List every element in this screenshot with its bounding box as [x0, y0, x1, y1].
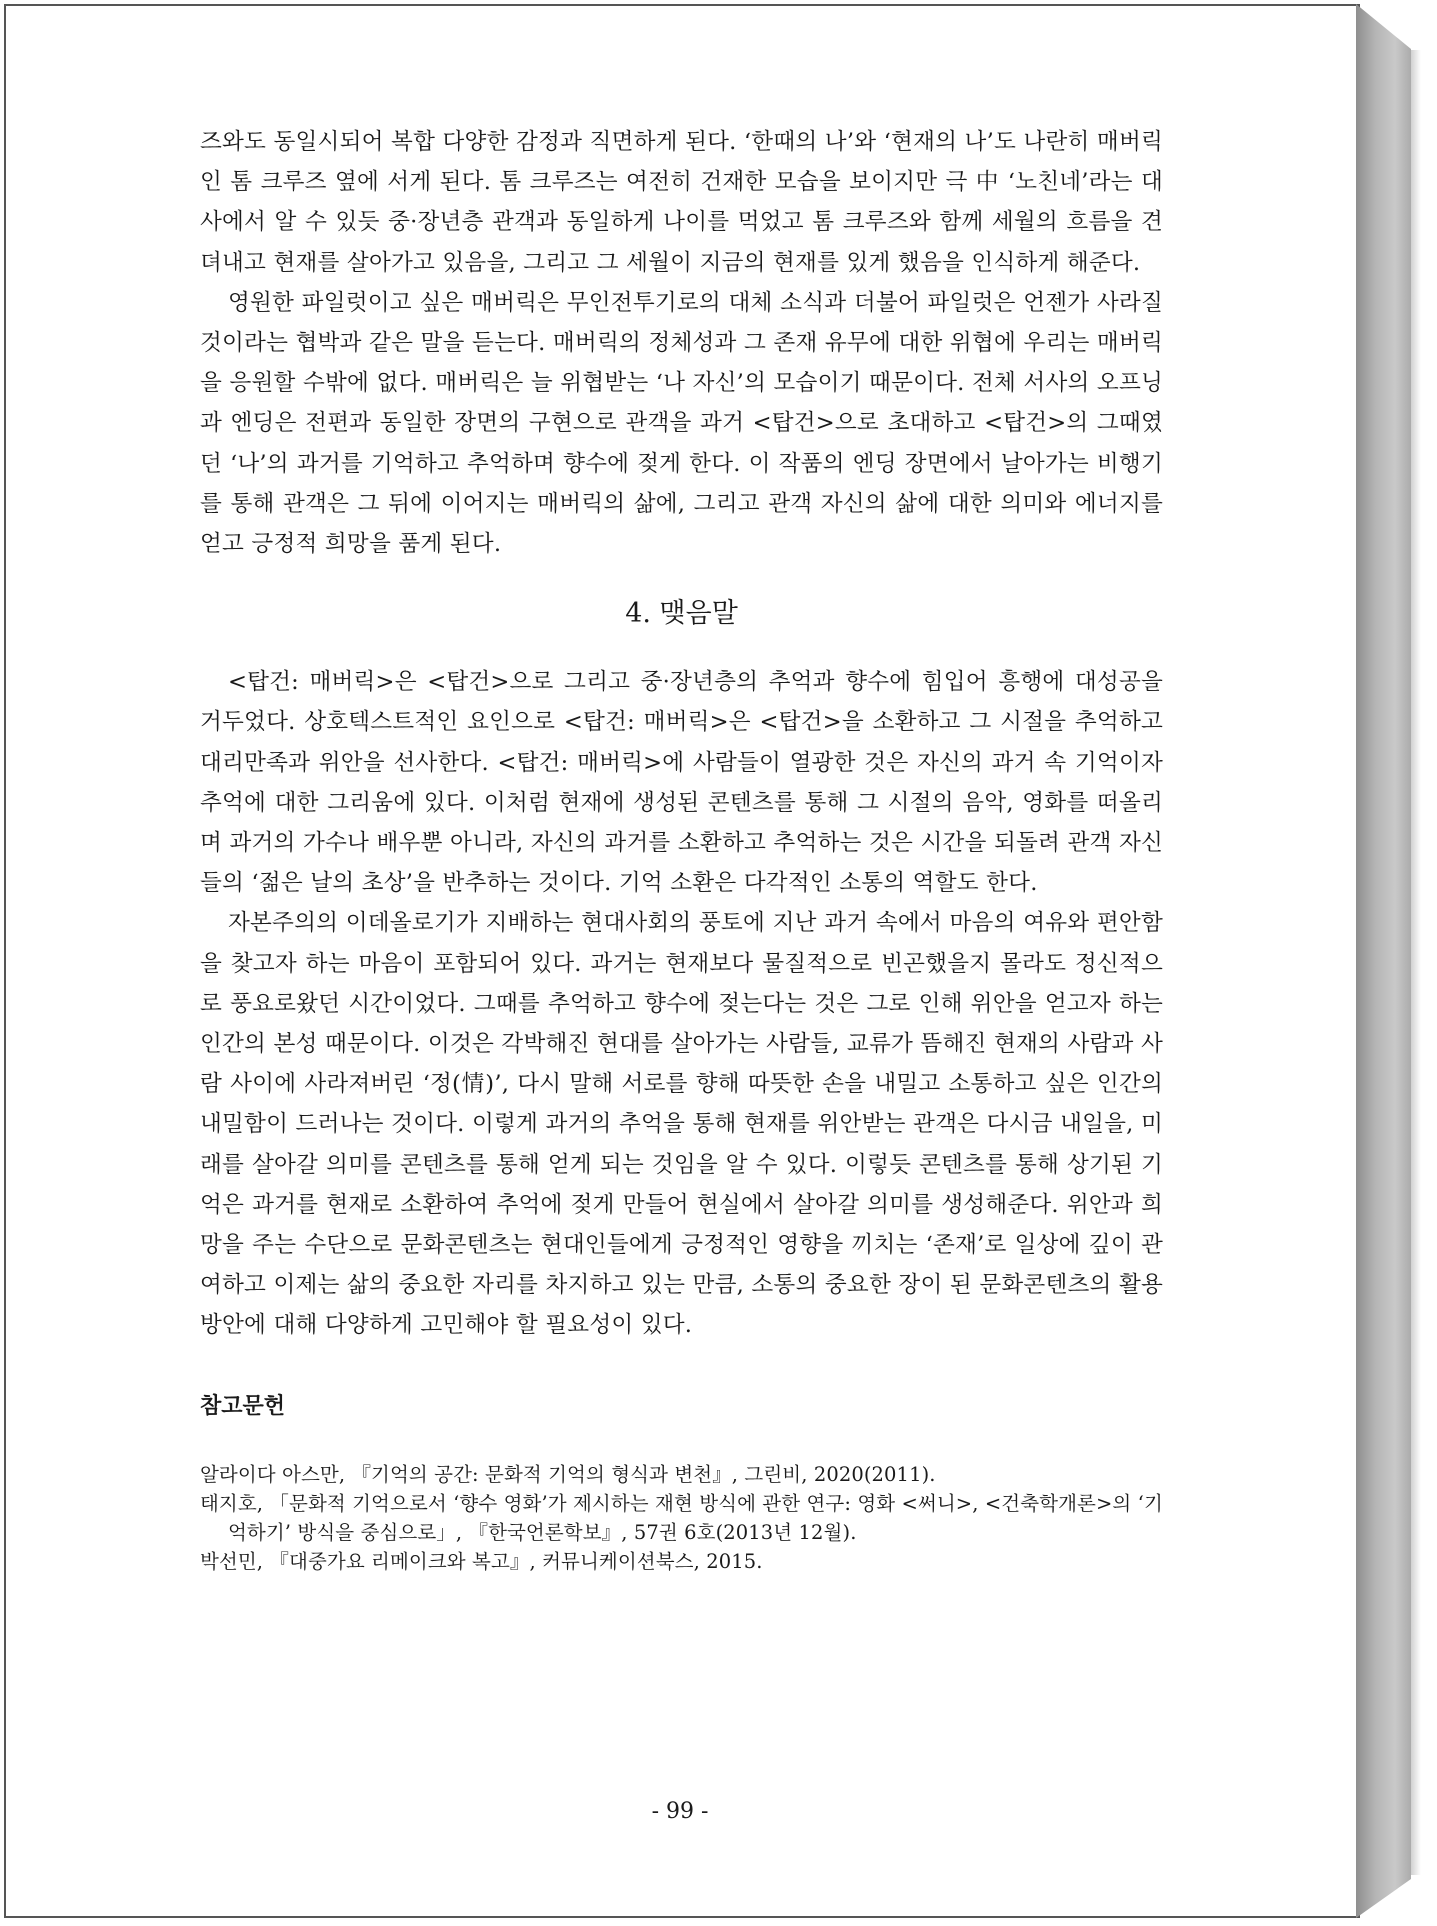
reference-item: 박선민, 『대중가요 리메이크와 복고』, 커뮤니케이션북스, 2015. [200, 1549, 763, 1573]
reference-item: 알라이다 아스만, 『기억의 공간: 문화적 기억의 형식과 변천』, 그린비, 2020(2011). [200, 1462, 936, 1486]
references-heading: 참고문헌 [200, 1393, 286, 1419]
page-stack-edge [1356, 4, 1412, 1918]
page-content [200, 122, 1163, 1576]
page-edge-shadow [1411, 50, 1421, 1875]
section-heading: 4. 맺음말 [625, 598, 738, 630]
body-paragraph: 즈와도 동일시되어 복합 다양한 감정과 직면하게 된다. ‘한때의 나’와 ‘현재의 나’도 나란히 매버릭인 톰 크루즈 옆에 서게 된다. 톰 크루즈는 여전히 건재한 모습을 보이지만 극 中 ‘노친네’라는 대사에서 알 수 있듯 중·장년층 관객과 동일하게 나이를 먹었고 톰 크루즈와 함께 세월의 흐름을 견뎌내고 현재를 살아가고 있음을, 그리고 그 세월이 지금의 현재를 있게 했음을 인식하게 해준다. [200, 129, 1163, 276]
body-paragraph: 영원한 파일럿이고 싶은 매버릭은 무인전투기로의 대체 소식과 더불어 파일럿은 언젠가 사라질 것이라는 협박과 같은 말을 듣는다. 매버릭의 정체성과 그 존재 유무에 대한 위협에 우리는 매버릭을 응원할 수밖에 없다. 매버릭은 늘 위협받는 ‘나 자신’의 모습이기 때문이다. 전체 서사의 오프닝과 엔딩은 전편과 동일한 장면의 구현으로 관객을 과거 <탑건>으로 초대하고 <탑건>의 그때였던 ‘나’의 과거를 기억하고 추억하며 향수에 젖게 한다. 이 작품의 엔딩 장면에서 날아가는 비행기를 통해 관객은 그 뒤에 이어지는 매버릭의 삶에, 그리고 관객 자신의 삶에 대한 의미와 에너지를 얻고 긍정적 희망을 품게 된다. [200, 289, 1163, 558]
section-paragraph: 자본주의의 이데올로기가 지배하는 현대사회의 풍토에 지난 과거 속에서 마음의 여유와 편안함을 찾고자 하는 마음이 포함되어 있다. 과거는 현재보다 물질적으로 빈곤했을지 몰라도 정신적으로 풍요로왔던 시간이었다. 그때를 추억하고 향수에 젖는다는 것은 그로 인해 위안을 얻고자 하는 인간의 본성 때문이다. 이것은 각박해진 현대를 살아가는 사람들, 교류가 뜸해진 현재의 사람과 사람 사이에 사라져버린 ‘정(情)’, 다시 말해 서로를 향해 따뜻한 손을 내밀고 소통하고 싶은 인간의 내밀함이 드러나는 것이다. 이렇게 과거의 추억을 통해 현재를 위안받는 관객은 다시금 내일을, 미래를 살아갈 의미를 콘텐츠를 통해 얻게 되는 것임을 알 수 있다. 이렇듯 콘텐츠를 통해 상기된 기억은 과거를 현재로 소환하여 추억에 젖게 만들어 현실에서 살아갈 의미를 생성해준다. 위안과 희망을 주는 수단으로 문화콘텐츠는 현대인들에게 긍정적인 영향을 끼치는 ‘존재’로 일상에 깊이 관여하고 이제는 삶의 중요한 자리를 차지하고 있는 만큼, 소통의 중요한 장이 된 문화콘텐츠의 활용방안에 대해 다양하게 고민해야 할 필요성이 있다. [200, 910, 1163, 1339]
page-number: - 99 - [651, 1799, 709, 1824]
section-paragraph: <탑건: 매버릭>은 <탑건>으로 그리고 중·장년층의 추억과 향수에 힘입어 흥행에 대성공을 거두었다. 상호텍스트적인 요인으로 <탑건: 매버릭>은 <탑건>을 소환하고 그 시절을 추억하고 대리만족과 위안을 선사한다. <탑건: 매버릭>에 사람들이 열광한 것은 자신의 과거 속 기억이자 추억에 대한 그리움에 있다. 이처럼 현재에 생성된 콘텐츠를 통해 그 시절의 음악, 영화를 떠올리며 과거의 가수나 배우뿐 아니라, 자신의 과거를 소환하고 추억하는 것은 시간을 되돌려 관객 자신들의 ‘젊은 날의 초상’을 반추하는 것이다. 기억 소환은 다각적인 소통의 역할도 한다. [200, 669, 1163, 897]
reference-item: 태지호, 「문화적 기억으로서 ‘향수 영화’가 제시하는 재현 방식에 관한 연구: 영화 <써니>, <건축학개론>의 ‘기억하기’ 방식을 중심으로」, 『한국언론학보』, 57권 6호(2013년 12월). [200, 1491, 1163, 1544]
